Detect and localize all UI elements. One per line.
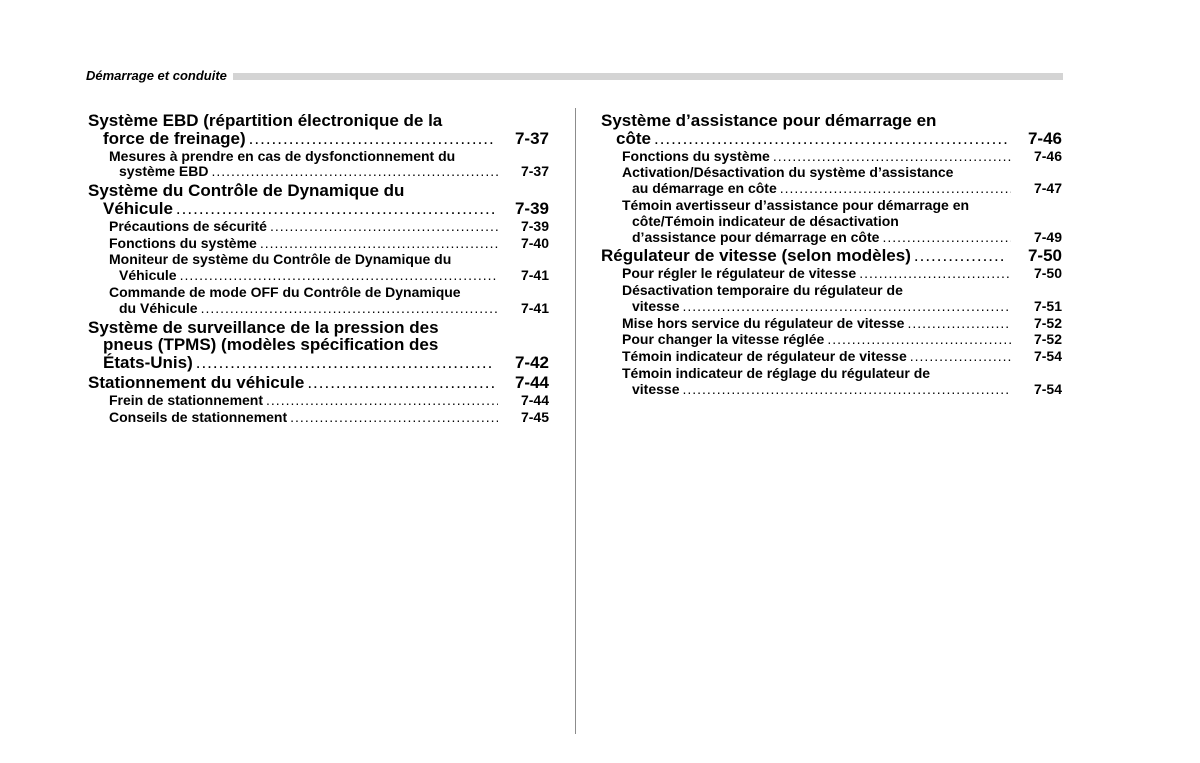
toc-entry[interactable] [88,285,549,317]
toc-left-column [88,112,549,425]
toc-entry[interactable] [601,198,1062,245]
dot-leader [270,219,498,235]
toc-entry-row [622,181,1062,197]
toc-entry-text: Témoin avertisseur d’assistance pour démarrage en [622,196,970,213]
toc-entry-text: Système d’assistance pour démarrage en [601,111,937,130]
toc-entry-row [109,164,549,180]
toc-entry-row [601,130,1062,148]
toc-entry-text: Véhicule [119,267,177,284]
toc-entry-text: Moniteur de système du Contrôle de Dynamique du [109,251,452,268]
toc-entry-row [88,200,549,218]
toc-entry-row [622,316,1062,332]
toc-entry[interactable] [88,252,549,284]
toc-entry-text: Précautions de sécurité [109,217,267,234]
toc-entry-row [622,349,1062,365]
page-number: 7-52 [1033,331,1062,348]
page-number: 7-54 [1033,348,1062,365]
toc-entry-text: Commande de mode OFF du Contrôle de Dynamique [109,283,461,300]
dot-leader [212,164,499,180]
toc-entry-text: États-Unis) [103,353,193,373]
toc-entry-text: Témoin indicateur de réglage du régulateur de [622,364,931,381]
toc-entry-row [622,332,1062,348]
dot-leader [201,301,498,317]
toc-entry-text: côte [616,128,651,148]
toc-entry-row [88,354,549,372]
dot-leader [859,266,1011,282]
page-number: 7-50 [1027,246,1062,266]
toc-entry-text: Conseils de stationnement [109,408,288,425]
toc-entry-text: Système du Contrôle de Dynamique du [88,181,405,201]
page-number: 7-37 [514,128,549,148]
toc-entry-text: Fonctions du système [109,234,257,251]
toc-entry[interactable] [88,319,549,372]
dot-leader [180,268,498,284]
header-rule [233,73,1063,80]
toc-entry-text: Mise hors service du régulateur de vitesse [622,314,905,331]
toc-entry-text: Régulateur de vitesse (selon modèles) [601,246,911,266]
dot-leader [910,349,1011,365]
toc-entry[interactable] [88,236,549,252]
toc-entry-text: système EBD [119,163,209,180]
toc-entry[interactable] [88,112,549,148]
toc-entry-text: Mesures à prendre en cas de dysfonctionnement du [109,147,456,164]
toc-right-column [601,112,1062,398]
dot-leader [682,299,1011,315]
toc-entry[interactable] [601,149,1062,165]
page-number: 7-45 [520,408,549,425]
toc-entry[interactable] [601,349,1062,365]
toc-entry[interactable] [88,374,549,392]
toc-entry-text: Système de surveillance de la pression des [88,317,439,337]
page-number: 7-39 [520,217,549,234]
toc-entry[interactable] [601,112,1062,148]
page-number: 7-46 [1027,128,1062,148]
toc-entry-text: Désactivation temporaire du régulateur de [622,281,903,298]
toc-entry-text: Pour régler le régulateur de vitesse [622,265,857,282]
page-number: 7-42 [514,353,549,373]
toc-entry-row [622,149,1062,165]
dot-leader [266,393,498,409]
page-number: 7-37 [520,163,549,180]
toc-entry[interactable] [88,182,549,218]
toc-entry[interactable] [601,283,1062,315]
dot-leader [260,236,498,252]
toc-entry-row [109,393,549,409]
page-number: 7-51 [1033,297,1062,314]
page-number: 7-44 [520,391,549,408]
toc-entry-row [109,219,549,235]
page-number: 7-52 [1033,314,1062,331]
dot-leader [176,200,494,218]
toc-entry-text: Véhicule [103,198,173,218]
column-divider [575,108,576,734]
toc-entry[interactable] [88,410,549,426]
toc-entry[interactable] [601,366,1062,398]
dot-leader [773,149,1011,165]
toc-entry-text: au démarrage en côte [632,180,777,197]
toc-entry-row [622,230,1062,246]
dot-leader [196,354,494,372]
toc-entry[interactable] [601,247,1062,265]
toc-entry[interactable] [601,316,1062,332]
toc-entry-row [109,236,549,252]
page-number: 7-54 [1033,380,1062,397]
toc-entry-text: vitesse [632,297,680,314]
page-number: 7-49 [1033,228,1062,245]
toc-entry-text: Frein de stationnement [109,391,264,408]
dot-leader [827,332,1011,348]
toc-entry-row [109,268,549,284]
toc-entry-text: Activation/Désactivation du système d’assistance [622,164,954,181]
toc-entry-row [622,299,1062,315]
page-number: 7-44 [514,372,549,392]
page-header [86,70,1063,82]
toc-entry-text: Fonctions du système [622,147,770,164]
page-number: 7-39 [514,198,549,218]
toc-entry-text: Stationnement du véhicule [88,372,305,392]
toc-entry-text: vitesse [632,380,680,397]
toc-entry-row [601,247,1062,265]
toc-entry-text: d’assistance pour démarrage en côte [632,228,880,245]
section-title: Démarrage et conduite [86,68,227,83]
toc-entry[interactable] [601,165,1062,197]
page-number: 7-41 [520,267,549,284]
page-number: 7-50 [1033,265,1062,282]
toc-entry[interactable] [601,332,1062,348]
dot-leader [780,181,1011,197]
dot-leader [907,316,1011,332]
toc-entry[interactable] [88,393,549,409]
toc-entry-text: pneus (TPMS) (modèles spécification des [103,335,439,355]
toc-entry[interactable] [601,266,1062,282]
dot-leader [654,130,1007,148]
dot-leader [914,247,1007,265]
page-number: 7-41 [520,299,549,316]
dot-leader [307,374,494,392]
page-number: 7-40 [520,234,549,251]
toc-entry-text: Témoin indicateur de régulateur de vitesse [622,348,907,365]
toc-entry-text: force de freinage) [103,128,246,148]
toc-entry-row [88,130,549,148]
page-number: 7-46 [1033,147,1062,164]
toc-entry-text: du Véhicule [119,299,198,316]
toc-entry-text: Pour changer la vitesse réglée [622,331,825,348]
toc-entry-row [109,301,549,317]
dot-leader [290,410,498,426]
dot-leader [249,130,494,148]
toc-entry-row [622,266,1062,282]
toc-entry[interactable] [88,149,549,181]
toc-entry-row [109,410,549,426]
toc-entry[interactable] [88,219,549,235]
toc-entry-text: Système EBD (répartition électronique de la [88,111,443,130]
page-number: 7-47 [1033,180,1062,197]
toc-entry-row [88,374,549,392]
dot-leader [682,382,1011,398]
toc-entry-row [622,382,1062,398]
dot-leader [882,230,1011,246]
toc-entry-text: côte/Témoin indicateur de désactivation [632,212,899,229]
